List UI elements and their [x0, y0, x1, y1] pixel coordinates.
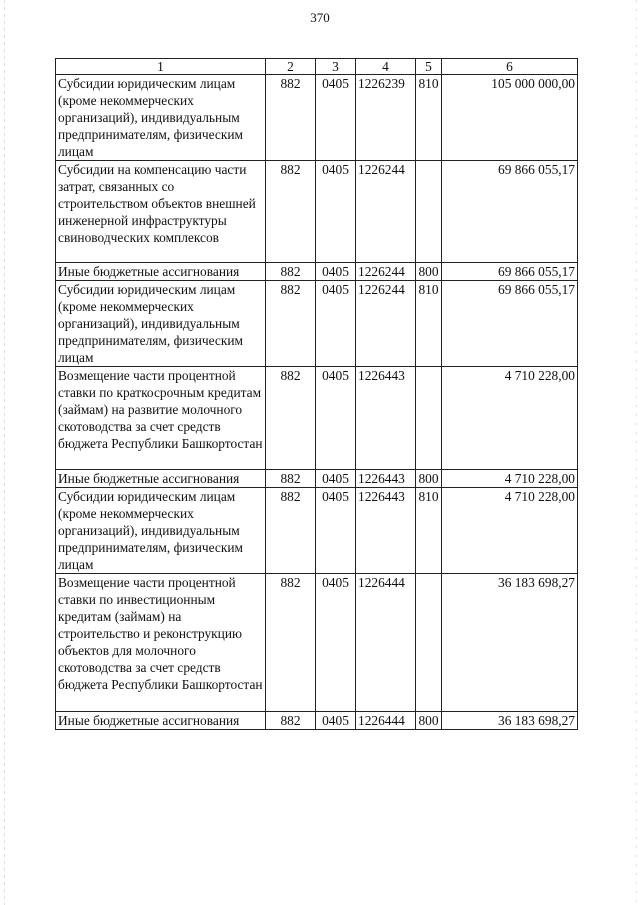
row-vr	[416, 161, 442, 263]
row-sum: 36 183 698,27	[442, 574, 578, 712]
budget-table	[55, 58, 578, 730]
column-header-3: 3	[316, 59, 356, 75]
scan-edge-left	[4, 0, 5, 905]
table-header	[56, 59, 578, 75]
table-body	[56, 75, 578, 730]
row-vr: 800	[416, 712, 442, 730]
row-sum: 105 000 000,00	[442, 75, 578, 161]
row-rz: 0405	[316, 712, 356, 730]
row-rz: 0405	[316, 281, 356, 367]
row-vr: 810	[416, 281, 442, 367]
row-vr: 810	[416, 488, 442, 574]
row-name: Возмещение части процентной ставки по краткосрочным кредитам (займам) на развитие молочного скотоводства за счет средств бюджета Республики Башкортостан	[56, 367, 266, 470]
row-cs: 1226244	[356, 161, 416, 263]
row-gr: 882	[266, 712, 316, 730]
column-header-2: 2	[266, 59, 316, 75]
row-name: Субсидии юридическим лицам (кроме некоммерческих организаций), индивидуальным предпринимателям, физическим лицам	[56, 281, 266, 367]
table-row	[56, 367, 578, 470]
row-rz: 0405	[316, 574, 356, 712]
row-name: Субсидии юридическим лицам (кроме некоммерческих организаций), индивидуальным предпринимателям, физическим лицам	[56, 75, 266, 161]
table-row	[56, 263, 578, 281]
row-cs: 1226444	[356, 712, 416, 730]
column-header-5: 5	[416, 59, 442, 75]
page-number: 370	[310, 10, 330, 25]
row-sum: 4 710 228,00	[442, 367, 578, 470]
table-row	[56, 470, 578, 488]
row-gr: 882	[266, 263, 316, 281]
row-gr: 882	[266, 281, 316, 367]
row-sum: 69 866 055,17	[442, 161, 578, 263]
column-header-1: 1	[56, 59, 266, 75]
table-row	[56, 161, 578, 263]
row-cs: 1226443	[356, 367, 416, 470]
column-header-6: 6	[442, 59, 578, 75]
row-rz: 0405	[316, 488, 356, 574]
row-name: Субсидии на компенсацию части затрат, связанных со строительством объектов внешней инженерной инфраструктуры свиноводческих комплексов	[56, 161, 266, 263]
row-rz: 0405	[316, 161, 356, 263]
table-row	[56, 488, 578, 574]
row-gr: 882	[266, 470, 316, 488]
row-vr: 800	[416, 263, 442, 281]
row-sum: 36 183 698,27	[442, 712, 578, 730]
column-header-4: 4	[356, 59, 416, 75]
row-rz: 0405	[316, 367, 356, 470]
row-rz: 0405	[316, 75, 356, 161]
row-rz: 0405	[316, 470, 356, 488]
row-cs: 1226443	[356, 470, 416, 488]
row-gr: 882	[266, 75, 316, 161]
row-name: Возмещение части процентной ставки по инвестиционным кредитам (займам) на строительство и реконструкцию объектов для молочного скотоводства за счет средств бюджета Республики Башкортостан	[56, 574, 266, 712]
row-gr: 882	[266, 574, 316, 712]
table-row	[56, 574, 578, 712]
row-gr: 882	[266, 367, 316, 470]
row-sum: 4 710 228,00	[442, 488, 578, 574]
row-cs: 1226244	[356, 263, 416, 281]
row-name: Иные бюджетные ассигнования	[56, 470, 266, 488]
row-vr: 800	[416, 470, 442, 488]
row-sum: 69 866 055,17	[442, 263, 578, 281]
row-name: Иные бюджетные ассигнования	[56, 263, 266, 281]
row-sum: 69 866 055,17	[442, 281, 578, 367]
row-cs: 1226443	[356, 488, 416, 574]
header-row	[56, 59, 578, 75]
table-row	[56, 712, 578, 730]
row-vr	[416, 367, 442, 470]
row-gr: 882	[266, 161, 316, 263]
table-row	[56, 75, 578, 161]
scan-edge-right	[636, 0, 637, 905]
row-cs: 1226239	[356, 75, 416, 161]
table-row	[56, 281, 578, 367]
row-sum: 4 710 228,00	[442, 470, 578, 488]
row-cs: 1226444	[356, 574, 416, 712]
row-name: Субсидии юридическим лицам (кроме некоммерческих организаций), индивидуальным предпринимателям, физическим лицам	[56, 488, 266, 574]
row-vr	[416, 574, 442, 712]
row-vr: 810	[416, 75, 442, 161]
row-cs: 1226244	[356, 281, 416, 367]
row-name: Иные бюджетные ассигнования	[56, 712, 266, 730]
row-rz: 0405	[316, 263, 356, 281]
row-gr: 882	[266, 488, 316, 574]
